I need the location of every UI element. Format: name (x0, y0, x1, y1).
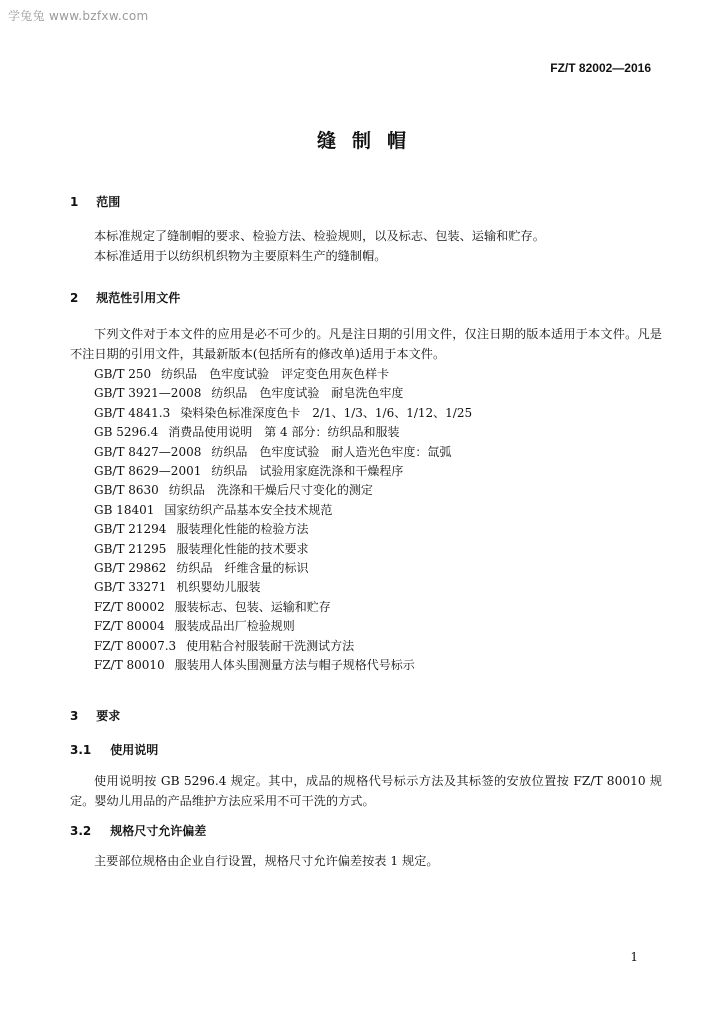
reference-title: 纺织品 色牢度试验 评定变色用灰色样卡 (161, 367, 390, 381)
reference-title: 纺织品 色牢度试验 耐皂洗色牢度 (211, 386, 404, 401)
reference-title: 消费品使用说明 第 4 部分：纺织品和服装 (168, 425, 400, 440)
reference-title: 机织婴幼儿服装 (176, 580, 261, 595)
reference-code: GB/T 4841.3 (94, 405, 171, 420)
reference-title: 服装理化性能的检验方法 (176, 522, 309, 537)
subsection-3-2-body (70, 852, 662, 872)
document-title: 缝制帽 (316, 130, 422, 152)
reference-code: GB/T 21295 (94, 541, 167, 556)
page-number: 1 (630, 950, 638, 964)
subsection-3-1-body (70, 772, 662, 811)
section-2-intro (70, 325, 662, 364)
section-number: 2 (70, 291, 79, 305)
reference-code: GB/T 3921—2008 (94, 386, 202, 401)
reference-code: GB/T 250 (94, 367, 152, 381)
reference-code: GB/T 33271 (94, 580, 167, 595)
reference-item (94, 423, 472, 442)
section-number: 3 (70, 709, 79, 723)
reference-title: 纺织品 试验用家庭洗涤和干燥程序 (211, 464, 404, 479)
section-number: 1 (70, 195, 79, 209)
reference-code: GB/T 29862 (94, 561, 167, 576)
reference-title: 染料染色标准深度色卡 2/1、1/3、1/6、1/12、1/25 (180, 405, 473, 420)
reference-code: GB/T 21294 (94, 522, 167, 537)
reference-title: 使用粘合衬服装耐干洗测试方法 (186, 638, 355, 653)
section-title: 范围 (96, 195, 121, 209)
reference-title: 服装标志、包装、运输和贮存 (174, 599, 331, 614)
reference-title: 国家纺织产品基本安全技术规范 (164, 502, 333, 517)
reference-item (94, 501, 472, 520)
reference-item (94, 384, 472, 403)
subsection-number: 3.2 (70, 824, 92, 838)
reference-code: GB/T 8629—2001 (94, 464, 202, 479)
reference-item (94, 404, 472, 423)
reference-item (94, 520, 472, 539)
section-2-heading (70, 289, 180, 306)
section-title: 要求 (96, 709, 121, 723)
reference-title: 服装理化性能的技术要求 (176, 541, 309, 556)
subsection-number: 3.1 (70, 743, 92, 757)
reference-item (94, 559, 472, 578)
reference-title: 纺织品 色牢度试验 耐人造光色牢度：氙弧 (211, 444, 452, 459)
reference-code: FZ/T 80007.3 (94, 638, 177, 653)
paragraph: 本标准规定了缝制帽的要求、检验方法、检验规则，以及标志、包装、运输和贮存。 (94, 229, 545, 243)
reference-item (94, 637, 472, 656)
subsection-title: 规格尺寸允许偏差 (110, 824, 207, 838)
section-title: 规范性引用文件 (96, 291, 181, 305)
paragraph: 本标准适用于以纺织机织物为主要原料生产的缝制帽。 (94, 248, 387, 263)
reference-code: GB 18401 (94, 502, 155, 517)
reference-code: GB/T 8630 (94, 483, 159, 498)
reference-title: 纺织品 纤维含量的标识 (176, 561, 309, 576)
reference-title: 纺织品 洗涤和干燥后尺寸变化的测定 (168, 483, 373, 498)
reference-code: FZ/T 80002 (94, 599, 165, 614)
paragraph: 使用说明按 GB 5296.4 规定。其中，成品的规格代号标示方法及其标签的安放位置按 FZ/T 80010 规定。婴幼儿用品的产品维护方法应采用不可干洗的方式。 (70, 774, 662, 808)
reference-item (94, 365, 472, 384)
subsection-3-1-heading (70, 741, 158, 758)
standard-code: FZ/T 82002—2016 (550, 61, 651, 75)
site-watermark: 学兔兔 www.bzfxw.com (8, 9, 149, 23)
reference-item (94, 578, 472, 597)
reference-code: GB 5296.4 (94, 425, 159, 440)
reference-code: FZ/T 80010 (94, 658, 165, 673)
reference-item (94, 598, 472, 617)
reference-item (94, 540, 472, 559)
reference-item (94, 481, 472, 500)
reference-title: 服装成品出厂检验规则 (174, 619, 295, 634)
paragraph: 主要部位规格由企业自行设置，规格尺寸允许偏差按表 1 规定。 (94, 854, 439, 868)
section-3-heading (70, 707, 120, 724)
subsection-3-2-heading (70, 822, 206, 839)
reference-item (94, 462, 472, 481)
reference-title: 服装用人体头围测量方法与帽子规格代号标示 (174, 658, 415, 673)
section-1-body (70, 227, 662, 266)
reference-item (94, 617, 472, 636)
reference-item (94, 443, 472, 462)
reference-code: FZ/T 80004 (94, 619, 165, 634)
reference-item (94, 656, 472, 675)
paragraph: 下列文件对于本文件的应用是必不可少的。凡是注日期的引用文件，仅注日期的版本适用于本文件。凡是不注日期的引用文件，其最新版本(包括所有的修改单)适用于本文件。 (70, 327, 662, 361)
reference-code: GB/T 8427—2008 (94, 444, 202, 459)
normative-reference-list (94, 365, 472, 676)
section-1-heading (70, 193, 120, 210)
subsection-title: 使用说明 (110, 743, 159, 757)
